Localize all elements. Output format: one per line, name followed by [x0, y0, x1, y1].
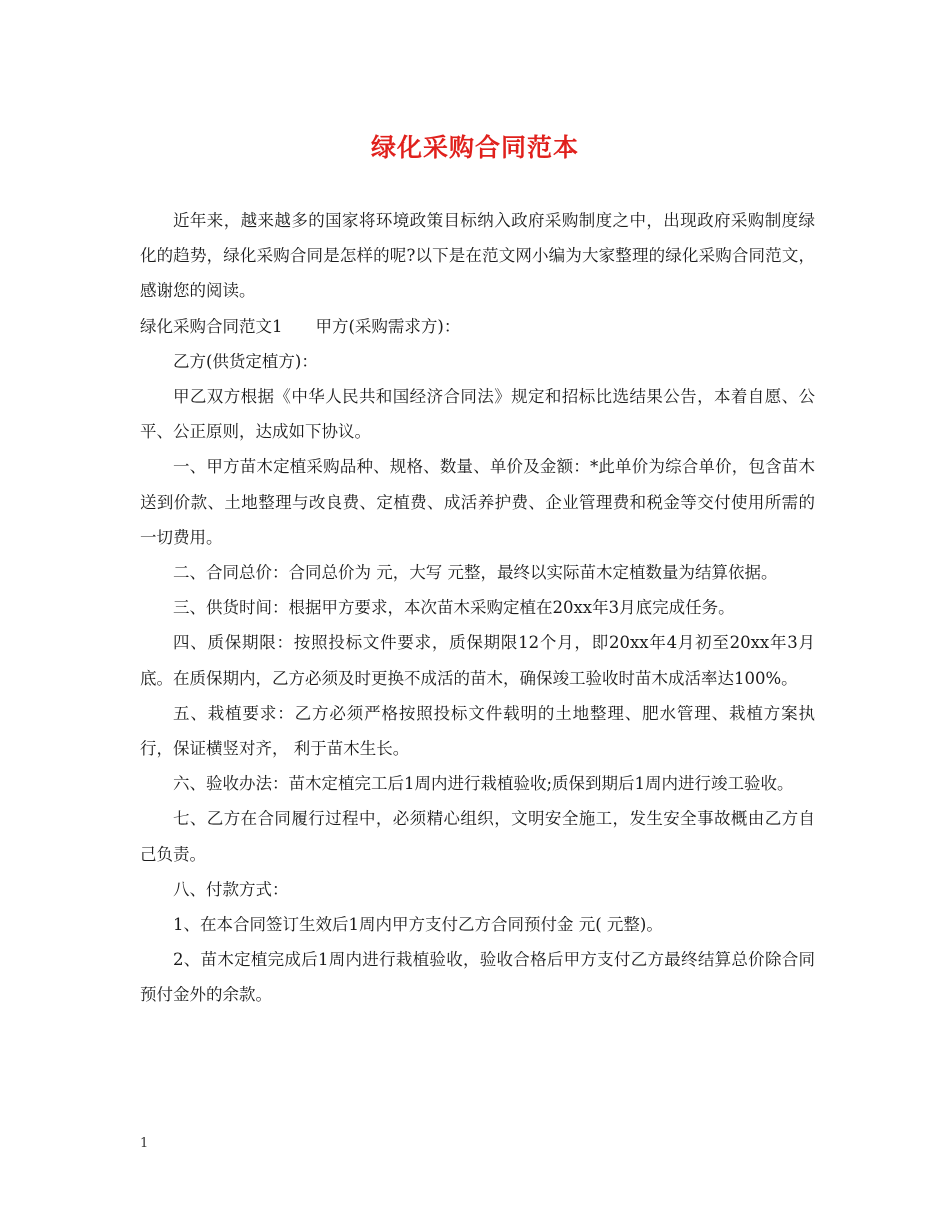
paragraph-payment-1: 1、在本合同签订生效后1周内甲方支付乙方合同预付金 元( 元整)。 — [173, 915, 663, 935]
paragraph-contract-heading: 绿化采购合同范文1 甲方(采购需求方)： — [140, 316, 461, 336]
paragraph-clause-8: 八、付款方式： — [173, 879, 289, 899]
document-title: 绿化采购合同范本 — [370, 133, 579, 162]
page-number: 1 — [140, 1136, 149, 1151]
paragraph-payment-2: 2、苗木定植完成后1周内进行栽植验收，验收合格后甲方支付乙方最终结算总价除合同预付金外的余款。 — [140, 950, 815, 1005]
paragraph-clause-1: 一、甲方苗木定植采购品种、规格、数量、单价及金额：*此单价为综合单价，包含苗木送到价款、土地整理与改良费、定植费、成活养护费、企业管理费和税金等交付使用所需的一切费用。 — [140, 457, 815, 547]
paragraph-clause-2: 二、合同总价：合同总价为 元，大写 元整，最终以实际苗木定植数量为结算依据。 — [173, 563, 778, 583]
paragraph-agreement-basis: 甲乙双方根据《中华人民共和国经济合同法》规定和招标比选结果公告，本着自愿、公平、公正原则，达成如下协议。 — [140, 387, 815, 442]
paragraph-party-b: 乙方(供货定植方)： — [173, 351, 318, 371]
paragraph-intro: 近年来，越来越多的国家将环境政策目标纳入政府采购制度之中，出现政府采购制度绿化的趋势，绿化采购合同是怎样的呢?以下是在范文网小编为大家整理的绿化采购合同范文，感谢您的阅读。 — [140, 211, 815, 301]
paragraph-clause-5: 五、栽植要求：乙方必须严格按照投标文件载明的土地整理、肥水管理、栽植方案执行，保证横竖对齐， 利于苗木生长。 — [140, 703, 815, 759]
paragraph-clause-6: 六、验收办法：苗木定植完工后1周内进行栽植验收;质保到期后1周内进行竣工验收。 — [173, 774, 794, 794]
paragraph-clause-4: 四、质保期限：按照投标文件要求，质保期限12个月，即20xx年4月初至20xx年3月底。在质保期内，乙方必须及时更换不成活的苗木，确保竣工验收时苗木成活率达100%。 — [140, 633, 815, 688]
paragraph-clause-3: 三、供货时间：根据甲方要求，本次苗木采购定植在20xx年3月底完成任务。 — [173, 598, 735, 618]
paragraph-clause-7: 七、乙方在合同履行过程中，必须精心组织，文明安全施工，发生安全事故概由乙方自己负责。 — [140, 809, 815, 864]
document-body — [140, 203, 815, 1013]
